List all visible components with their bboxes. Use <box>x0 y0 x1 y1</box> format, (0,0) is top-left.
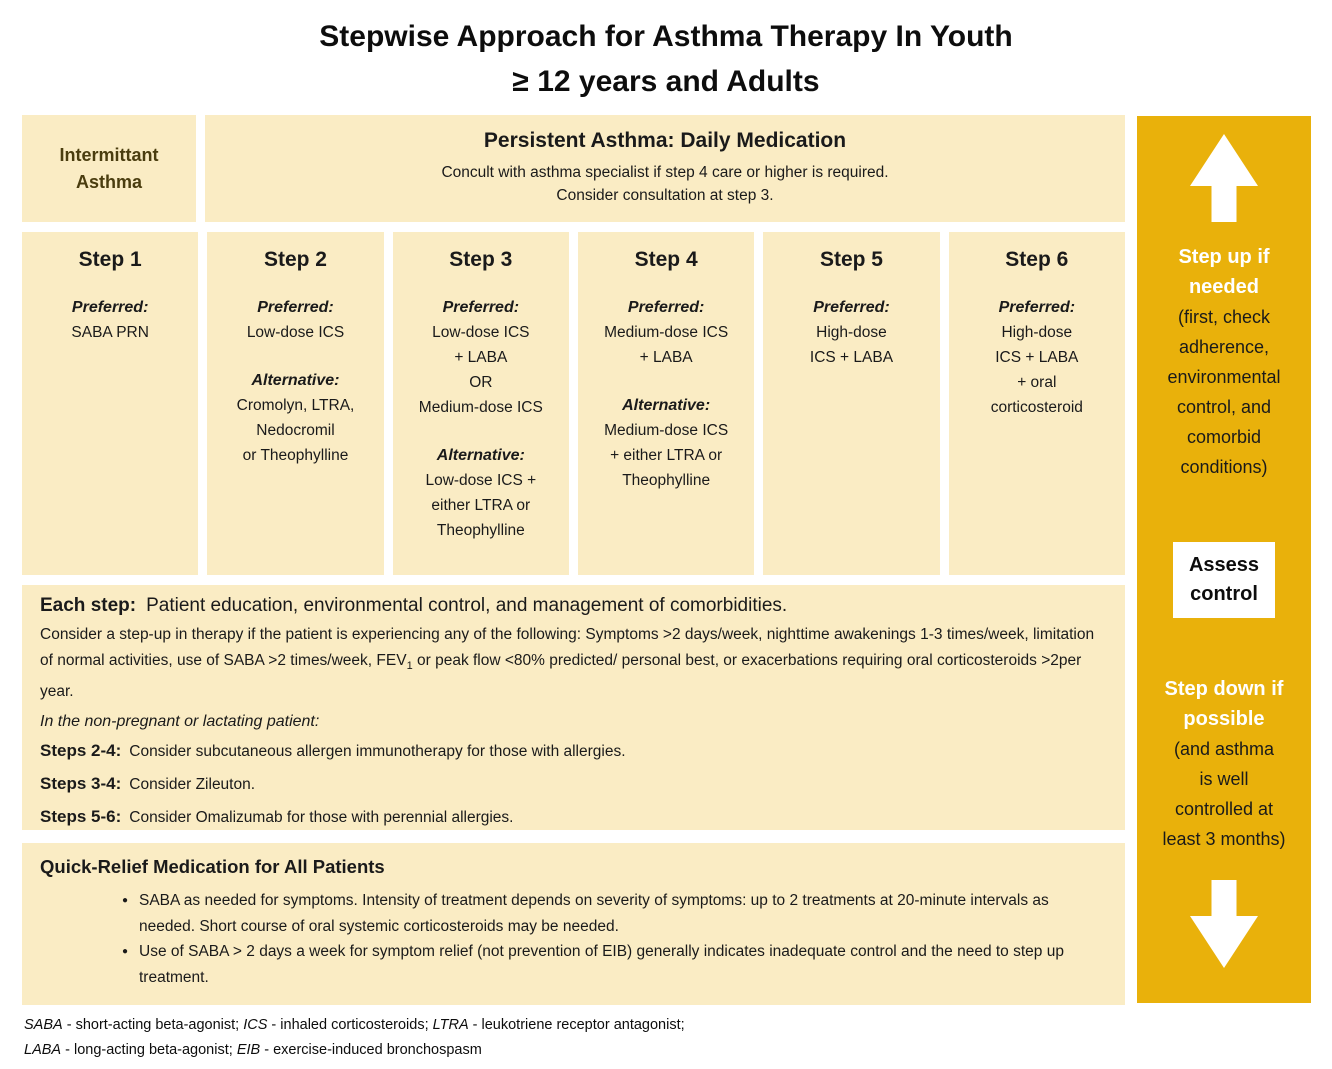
step-note <box>40 801 1107 830</box>
medication-line: or Theophylline <box>242 447 349 464</box>
header-row <box>22 115 1125 222</box>
section-label: Alternative: <box>622 397 711 414</box>
medication-line: Nedocromil <box>256 422 335 439</box>
abbreviation: ICS <box>243 1017 268 1033</box>
section-label: Preferred: <box>813 299 890 316</box>
medication-line: + oral <box>1017 374 1057 391</box>
persistent-asthma-subtitle <box>205 161 1125 207</box>
step-section <box>393 443 569 543</box>
step-down-label <box>1165 674 1284 734</box>
quick-relief-box <box>22 843 1125 1005</box>
step-up-detail-line: adherence, <box>1178 337 1270 357</box>
step-section <box>949 295 1125 420</box>
each-step-box <box>22 585 1125 830</box>
step-down-detail <box>1162 734 1285 854</box>
step-box-6 <box>949 232 1125 575</box>
step-down-detail-line: is well <box>1199 769 1249 789</box>
abbreviation-definition: - short-acting beta-agonist; <box>62 1017 244 1033</box>
medication-line: Medium-dose ICS <box>604 324 729 341</box>
intermittent-asthma-box-line: Asthma <box>75 171 142 192</box>
section-label: Alternative: <box>251 372 340 389</box>
step-box-4 <box>578 232 754 575</box>
step-down-detail-line: controlled at <box>1174 799 1274 819</box>
step-notes-list <box>40 735 1107 830</box>
step-note-text: Consider subcutaneous allergen immunotherapy for those with allergies. <box>129 743 626 761</box>
medication-line: Theophylline <box>622 472 711 489</box>
step-note-text: Consider Zileuton. <box>129 776 256 794</box>
step-down-label-line: possible <box>1183 708 1265 730</box>
abbreviation-definition: - leukotriene receptor antagonist; <box>468 1017 685 1033</box>
step-up-detail-line: control, and <box>1176 397 1272 417</box>
medication-line: SABA PRN <box>71 324 149 341</box>
criteria-text: Consider a step-up in therapy if the patient is experiencing any of the following: Symptoms >2 days/week, nighttime awakenings 1-3 times/week, limitation of normal activities, use of SABA >2 times/week, FEV <box>40 626 1095 669</box>
step-up-criteria-paragraph <box>40 622 1107 705</box>
section-label: Preferred: <box>998 299 1076 316</box>
step-note-label: Steps 2-4: <box>40 741 122 761</box>
step-title: Step 4 <box>634 248 698 271</box>
medication-line: + either LTRA or <box>610 447 723 464</box>
persistent-asthma-subtitle-line: Consider consultation at step 3. <box>556 187 774 204</box>
quick-relief-heading: Quick-Relief Medication for All Patients <box>40 856 385 877</box>
up-arrow-icon <box>1190 134 1258 222</box>
criteria-text: 1 <box>406 660 413 673</box>
intermittent-asthma-box-line: Intermittant <box>59 144 159 165</box>
step-up-label <box>1178 242 1269 302</box>
abbreviation: SABA <box>24 1017 63 1033</box>
medication-line: Low-dose ICS <box>432 324 530 341</box>
main-chart-area <box>22 115 1125 1005</box>
medication-line: Medium-dose ICS <box>604 422 729 439</box>
step-up-label-line: Step up if <box>1178 246 1270 268</box>
step-box-2 <box>207 232 383 575</box>
persistent-asthma-title: Persistent Asthma: Daily Medication <box>483 129 847 152</box>
step-section <box>207 368 383 468</box>
each-step-heading-text: Patient education, environmental control, and management of comorbidities. <box>146 595 788 616</box>
abbreviations-footer <box>24 1013 685 1063</box>
medication-line: + LABA <box>454 349 508 366</box>
non-pregnant-note: In the non-pregnant or lactating patient: <box>40 713 320 731</box>
step-note <box>40 735 1107 768</box>
assess-control-box-line: control <box>1190 583 1258 605</box>
page-title-line1: Stepwise Approach for Asthma Therapy In Youth <box>319 20 1013 53</box>
step-section <box>578 393 754 493</box>
section-label: Preferred: <box>442 299 520 316</box>
intermittent-asthma-box <box>22 115 196 222</box>
step-box-1 <box>22 232 198 575</box>
quick-relief-bullet: ● SABA as needed for symptoms. Intensity of treatment depends on severity of symptoms: up to 2 treatments at 20-minute intervals as needed. Short course of oral systemic corticosteroids may be needed. <box>122 888 1069 939</box>
step-note-text: Consider Omalizumab for those with perennial allergies. <box>129 809 514 827</box>
step-note-label: Steps 5-6: <box>40 807 122 827</box>
step-section <box>393 295 569 420</box>
step-section <box>763 295 939 370</box>
medication-line: High-dose <box>816 324 887 341</box>
down-arrow-icon <box>1190 880 1258 968</box>
medication-line: + LABA <box>639 349 693 366</box>
assess-control-box-line: Assess <box>1188 554 1260 576</box>
step-title: Step 6 <box>1005 248 1069 271</box>
medication-line: ICS + LABA <box>809 349 894 366</box>
section-label: Preferred: <box>627 299 705 316</box>
step-adjustment-sidebar <box>1137 116 1311 1003</box>
medication-line: OR <box>469 374 493 391</box>
step-title: Step 2 <box>263 248 327 271</box>
step-box-5 <box>763 232 939 575</box>
step-up-detail-line: (first, check <box>1177 307 1270 327</box>
step-down-label-line: Step down if <box>1164 678 1284 700</box>
quick-relief-bullet: ● Use of SABA > 2 days a week for symptom relief (not prevention of EIB) generally indicates inadequate control and the need to step up treatment. <box>122 939 1069 990</box>
page-title-line2: ≥ 12 years and Adults <box>512 65 820 98</box>
medication-line: Medium-dose ICS <box>418 399 543 416</box>
section-label: Alternative: <box>436 447 525 464</box>
step-up-detail <box>1167 302 1280 482</box>
medication-line: High-dose <box>1001 324 1073 341</box>
medication-line: Theophylline <box>436 522 525 539</box>
each-step-heading-label: Each step: <box>40 595 137 616</box>
section-label: Preferred: <box>71 299 149 316</box>
persistent-asthma-subtitle-line: Concult with asthma specialist if step 4 care or higher is required. <box>441 164 889 181</box>
medication-line: corticosteroid <box>990 399 1083 416</box>
medication-line: ICS + LABA <box>995 349 1079 366</box>
step-up-detail-line: environmental <box>1167 367 1281 387</box>
assess-control-box <box>1173 542 1275 618</box>
section-label: Preferred: <box>257 299 334 316</box>
step-box-3 <box>393 232 569 575</box>
abbreviation-definition: - long-acting beta-agonist; <box>61 1042 237 1058</box>
step-down-detail-line: least 3 months) <box>1162 829 1286 849</box>
each-step-heading <box>40 593 1107 619</box>
step-section <box>578 295 754 370</box>
step-title: Step 5 <box>819 248 883 271</box>
abbreviation-definition: - inhaled corticosteroids; <box>267 1017 433 1033</box>
medication-line: Cromolyn, LTRA, <box>236 397 355 414</box>
step-up-detail-line: conditions) <box>1180 457 1268 477</box>
page-title <box>0 14 1332 104</box>
steps-row <box>22 232 1125 575</box>
criteria-text: or peak flow <80% predicted/ personal best, or exacerbations requiring oral corticosteroids >2per year. <box>40 652 1082 701</box>
step-up-label-line: needed <box>1188 276 1259 298</box>
step-note-label: Steps 3-4: <box>40 774 122 794</box>
step-up-detail-line: comorbid <box>1186 427 1262 447</box>
quick-relief-bullet-list <box>40 888 1107 990</box>
step-note <box>40 768 1107 801</box>
abbreviation-definition: - exercise-induced bronchospasm <box>260 1042 482 1058</box>
step-down-detail-line: (and asthma <box>1173 739 1275 759</box>
abbreviations-line1 <box>24 1013 685 1038</box>
step-title: Step 1 <box>78 248 142 271</box>
medication-line: either LTRA or <box>431 497 531 514</box>
abbreviation: LABA <box>24 1042 62 1058</box>
medication-line: Low-dose ICS + <box>425 472 537 489</box>
abbreviations-line2 <box>24 1038 685 1063</box>
step-section <box>22 295 198 345</box>
step-title: Step 3 <box>449 248 513 271</box>
persistent-asthma-header <box>205 115 1125 222</box>
abbreviation: LTRA <box>432 1017 469 1033</box>
medication-line: Low-dose ICS <box>246 324 345 341</box>
abbreviation: EIB <box>236 1042 261 1058</box>
step-section <box>207 295 383 345</box>
